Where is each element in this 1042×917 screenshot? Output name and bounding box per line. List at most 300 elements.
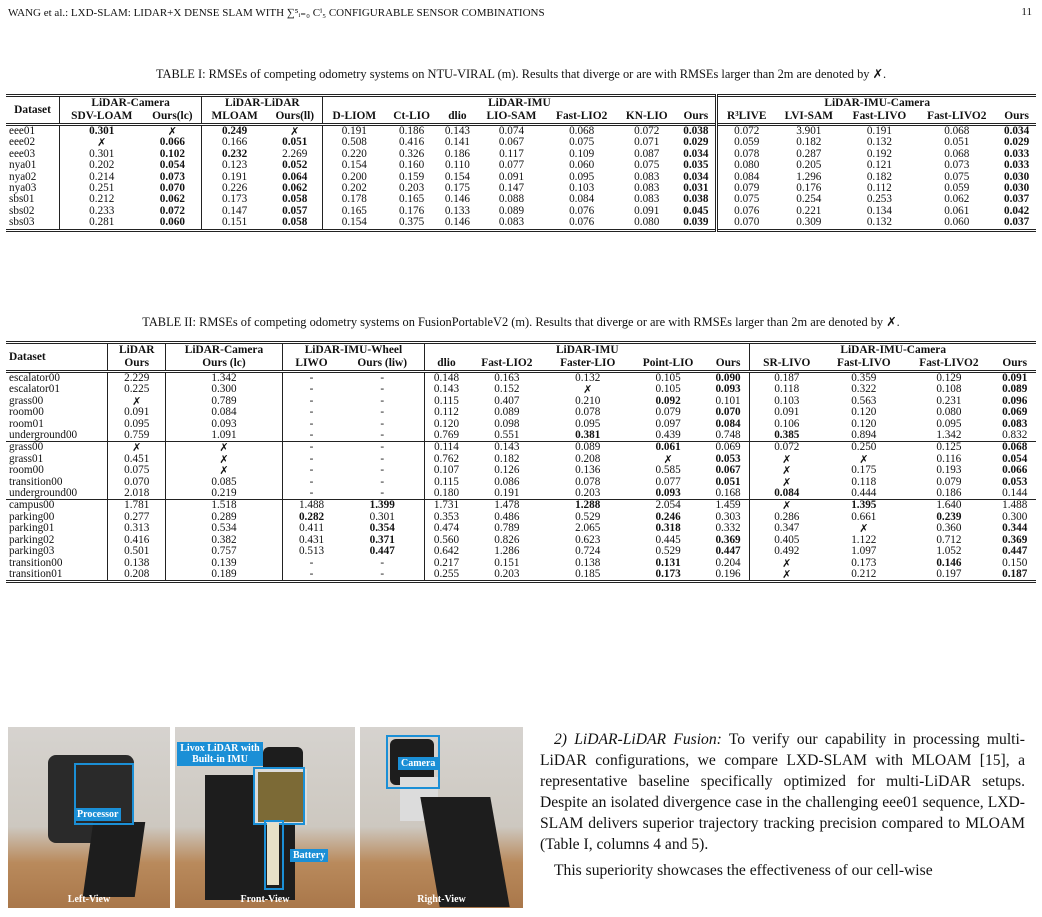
table-cell: 0.067 bbox=[498, 136, 525, 149]
table-cell: 0.371 bbox=[369, 533, 395, 546]
livox-lidar-tag: Livox LiDAR with Built-in IMU bbox=[177, 742, 263, 766]
camera-tag: Camera bbox=[398, 757, 438, 770]
table-row bbox=[6, 465, 1036, 476]
table-cell: 0.125 bbox=[936, 441, 962, 454]
table-cell: - bbox=[380, 464, 385, 477]
table-cell: 0.080 bbox=[717, 160, 775, 171]
table-cell: 0.748 bbox=[715, 429, 741, 442]
table-cell: 0.182 bbox=[796, 136, 822, 149]
table-cell: ✗ bbox=[60, 137, 144, 148]
table-cell: 0.035 bbox=[683, 159, 709, 172]
table-cell: 0.447 bbox=[369, 545, 395, 558]
table-cell: 0.143 bbox=[425, 384, 468, 395]
processor-tag: Processor bbox=[74, 808, 121, 821]
table-cell: 0.034 bbox=[1004, 125, 1030, 137]
table-row bbox=[6, 535, 1036, 546]
table-cell: 1.478 bbox=[494, 499, 520, 512]
row-label: sbs02 bbox=[9, 204, 35, 217]
table-cell: - bbox=[380, 475, 385, 488]
header-text: WANG et al.: LXD-SLAM: LIDAR+X DENSE SLAM WITH ∑⁵ᵢ₌₀ Cⁱ₅ CONFIGURABLE SENSOR COMBINATIONS bbox=[8, 7, 545, 19]
table-cell: 0.175 bbox=[444, 182, 470, 195]
table-cell: 0.332 bbox=[715, 522, 741, 535]
row-label: parking01 bbox=[9, 522, 55, 535]
table-cell: - bbox=[282, 419, 340, 430]
table-cell: 0.360 bbox=[936, 522, 962, 535]
table-cell: 0.191 bbox=[494, 487, 520, 500]
body-text bbox=[540, 729, 1025, 881]
table-cell: 0.078 bbox=[575, 475, 601, 488]
table-cell: 0.226 bbox=[202, 183, 267, 194]
table-cell: 0.150 bbox=[1002, 556, 1028, 569]
table-cell: 0.133 bbox=[444, 204, 470, 217]
row-label: sbs01 bbox=[9, 193, 35, 206]
table-cell: 0.826 bbox=[494, 533, 520, 546]
row-label: eee01 bbox=[9, 125, 36, 137]
table-cell: 0.083 bbox=[634, 193, 660, 206]
table-cell: 0.281 bbox=[60, 217, 144, 230]
table-cell: 0.249 bbox=[202, 125, 267, 138]
table-cell: 0.084 bbox=[166, 407, 283, 418]
table-cell: 0.501 bbox=[108, 546, 166, 557]
table-cell: 0.105 bbox=[655, 383, 681, 396]
table-cell: - bbox=[282, 488, 340, 500]
table2-method-header: Ours bbox=[715, 357, 741, 369]
table-cell: 0.146 bbox=[936, 556, 962, 569]
table-cell: 0.138 bbox=[108, 558, 166, 569]
table-cell: 0.282 bbox=[282, 512, 340, 523]
table-cell: 0.439 bbox=[655, 429, 681, 442]
table-cell: - bbox=[282, 442, 340, 454]
table-cell: 2.229 bbox=[108, 372, 166, 385]
table-cell: 0.061 bbox=[944, 204, 970, 217]
table-cell: 0.187 bbox=[1002, 567, 1028, 580]
table-cell: 0.095 bbox=[569, 170, 595, 183]
table-cell: - bbox=[282, 396, 340, 407]
table-cell: 0.385 bbox=[750, 430, 823, 442]
table-cell: - bbox=[282, 372, 340, 385]
table-cell: 0.301 bbox=[60, 125, 144, 138]
table1-group-header: LiDAR-LiDAR bbox=[202, 96, 323, 111]
table-cell: 0.095 bbox=[936, 417, 962, 430]
table-cell: 0.062 bbox=[159, 193, 185, 206]
table-cell: 0.045 bbox=[683, 204, 709, 217]
table-cell: 0.079 bbox=[655, 406, 681, 419]
table-row bbox=[6, 217, 1036, 230]
table-cell: 0.126 bbox=[494, 464, 520, 477]
table-cell: 0.091 bbox=[634, 204, 660, 217]
table1-method-header: SDV-LOAM bbox=[60, 110, 144, 125]
table1-method-header: KN-LIO bbox=[625, 110, 668, 122]
table-cell: 0.513 bbox=[282, 546, 340, 557]
table-cell: 0.154 bbox=[323, 217, 385, 230]
row-label: underground00 bbox=[9, 429, 78, 442]
table-cell: ✗ bbox=[166, 465, 283, 476]
table1-method-header: R³LIVE bbox=[717, 110, 775, 125]
table1-caption: TABLE I: RMSEs of competing odometry systems on NTU-VIRAL (m). Results that diverge or are with RMSEs larger than 2m are denoted by ✗. bbox=[155, 67, 887, 81]
table-cell: 0.105 bbox=[655, 372, 681, 384]
table-cell: 0.107 bbox=[425, 465, 468, 476]
table-cell: 0.053 bbox=[1002, 475, 1028, 488]
table-cell: - bbox=[282, 454, 340, 465]
table-cell: 0.102 bbox=[159, 147, 185, 160]
table1-method-header: dlio bbox=[448, 110, 467, 122]
table-cell: 0.072 bbox=[750, 442, 823, 454]
table-cell: 0.072 bbox=[634, 125, 660, 137]
table-cell: 0.030 bbox=[1004, 182, 1030, 195]
table-cell: 0.147 bbox=[202, 206, 267, 217]
table-cell: 0.154 bbox=[323, 160, 385, 171]
table-cell: 0.143 bbox=[494, 441, 520, 454]
table-cell: 0.205 bbox=[796, 159, 822, 172]
table2-group-header: LiDAR-IMU-Wheel bbox=[282, 343, 424, 358]
table-cell: 0.066 bbox=[1002, 464, 1028, 477]
table-cell: 0.173 bbox=[655, 567, 681, 580]
table-cell: 0.176 bbox=[399, 204, 425, 217]
table-cell: ✗ bbox=[750, 569, 823, 582]
table-cell: 0.212 bbox=[851, 567, 877, 580]
row-label: grass01 bbox=[9, 452, 44, 465]
table-cell: ✗ bbox=[750, 465, 823, 476]
table-cell: 0.642 bbox=[425, 546, 468, 557]
table-cell: 0.091 bbox=[498, 170, 525, 183]
table-cell: 0.220 bbox=[323, 149, 385, 160]
front-view-photo bbox=[175, 727, 355, 908]
table-cell: - bbox=[380, 556, 385, 569]
table-cell: 2.269 bbox=[282, 147, 308, 160]
table-cell: 1.399 bbox=[369, 499, 395, 512]
table-cell: 0.178 bbox=[323, 194, 385, 205]
table-cell: 0.712 bbox=[936, 533, 962, 546]
table-cell: 0.068 bbox=[1002, 441, 1028, 454]
table2-group-header: LiDAR-Camera bbox=[166, 343, 283, 358]
table-cell: - bbox=[380, 487, 385, 500]
table-cell: 0.203 bbox=[494, 567, 520, 580]
table-cell: 0.061 bbox=[655, 441, 681, 454]
table-row bbox=[6, 488, 1036, 500]
table-cell: 0.132 bbox=[866, 216, 892, 229]
table-row bbox=[6, 407, 1036, 418]
table-cell: 0.239 bbox=[936, 510, 962, 523]
table-cell: 0.079 bbox=[717, 183, 775, 194]
table-cell: - bbox=[380, 429, 385, 442]
table-cell: 0.187 bbox=[750, 372, 823, 385]
table-cell: 0.070 bbox=[715, 406, 741, 419]
table-cell: 0.534 bbox=[166, 523, 283, 534]
table2-method-header: LIWO bbox=[282, 357, 340, 372]
table-cell: 0.064 bbox=[282, 170, 308, 183]
page-number: 11 bbox=[1021, 6, 1032, 18]
table-cell: 0.120 bbox=[851, 406, 877, 419]
table-cell: 0.411 bbox=[282, 523, 340, 534]
table-cell: 0.078 bbox=[717, 149, 775, 160]
table1-method-header: Ours bbox=[683, 110, 709, 122]
table-cell: 0.186 bbox=[444, 147, 470, 160]
table-row bbox=[6, 569, 1036, 582]
table-cell: 0.088 bbox=[498, 193, 525, 206]
table-cell: 0.030 bbox=[1004, 170, 1030, 183]
table2 bbox=[6, 341, 1036, 583]
table-cell: 0.146 bbox=[444, 193, 470, 206]
table-row bbox=[6, 477, 1036, 488]
table-cell: 0.166 bbox=[202, 137, 267, 148]
table-cell: 0.251 bbox=[60, 183, 144, 194]
table-cell: 0.451 bbox=[108, 454, 166, 465]
table-cell: 0.054 bbox=[1002, 452, 1028, 465]
table-cell: 0.354 bbox=[369, 522, 395, 535]
table-cell: 0.134 bbox=[866, 204, 892, 217]
table-cell: 1.781 bbox=[108, 500, 166, 512]
table-cell: 0.221 bbox=[796, 204, 822, 217]
table-cell: 0.077 bbox=[498, 159, 525, 172]
table-cell: 0.033 bbox=[1004, 159, 1030, 172]
view-label: Right-View bbox=[417, 894, 466, 905]
table2-method-header: Faster-LIO bbox=[560, 357, 616, 369]
table-cell: 0.894 bbox=[851, 429, 877, 442]
table-row bbox=[6, 546, 1036, 557]
table-cell: 0.405 bbox=[750, 535, 823, 546]
paragraph: This superiority showcases the effectiveness of our cell-wise bbox=[554, 862, 933, 879]
table-cell: 0.416 bbox=[108, 535, 166, 546]
table-cell: 0.078 bbox=[575, 406, 601, 419]
table-cell: 0.182 bbox=[494, 452, 520, 465]
table-cell: 1.091 bbox=[166, 430, 283, 442]
table2-group-header: LiDAR-IMU-Camera bbox=[750, 343, 1036, 358]
table-cell: ✗ bbox=[750, 500, 823, 512]
row-label: parking02 bbox=[9, 533, 55, 546]
table-cell: 0.301 bbox=[60, 149, 144, 160]
table-cell: - bbox=[282, 384, 340, 395]
table-cell: 0.212 bbox=[60, 194, 144, 205]
table-cell: 0.075 bbox=[944, 170, 970, 183]
table-cell: 0.151 bbox=[494, 556, 520, 569]
table-cell: 0.789 bbox=[166, 396, 283, 407]
table1-group-header: LiDAR-IMU-Camera bbox=[717, 96, 1036, 111]
table-cell: 0.093 bbox=[655, 487, 681, 500]
table-cell: 0.204 bbox=[715, 556, 741, 569]
table2-method-header: Ours (liw) bbox=[357, 357, 408, 369]
table-cell: 0.051 bbox=[282, 136, 308, 149]
table-row bbox=[6, 430, 1036, 442]
table-cell: 0.123 bbox=[202, 160, 267, 171]
table-cell: ✗ bbox=[108, 442, 166, 454]
table-cell: 0.031 bbox=[683, 182, 709, 195]
table-cell: 0.069 bbox=[1002, 406, 1028, 419]
table-cell: 0.254 bbox=[796, 193, 822, 206]
table1-method-header: Ours(ll) bbox=[275, 110, 315, 122]
table-cell: 0.089 bbox=[494, 406, 520, 419]
row-label: transition01 bbox=[9, 567, 63, 580]
table-cell: 0.143 bbox=[444, 125, 470, 137]
table-cell: 0.219 bbox=[166, 488, 283, 500]
table-cell: 0.163 bbox=[494, 372, 520, 384]
table1-method-header: Fast-LIVO2 bbox=[927, 110, 987, 122]
table-cell: 0.131 bbox=[655, 556, 681, 569]
table-cell: 0.168 bbox=[715, 487, 741, 500]
table-cell: 0.474 bbox=[425, 523, 468, 534]
table-cell: 0.359 bbox=[851, 372, 877, 384]
table-row bbox=[6, 500, 1036, 512]
table-cell: 0.208 bbox=[575, 452, 601, 465]
table-cell: 0.344 bbox=[1002, 522, 1028, 535]
table1-group-header: LiDAR-Camera bbox=[60, 96, 202, 111]
table-cell: ✗ bbox=[290, 125, 300, 138]
table-cell: 0.101 bbox=[715, 394, 741, 407]
table-cell: 1.731 bbox=[425, 500, 468, 512]
paragraph-text: To verify our capability in processing multi-LiDAR configurations, we compare LXD-SLAM with MLOAM [15], a representative baseline specifically optimized for multi-LiDAR setups. Despite an isolated divergence case in the challenging eee01 sequence, LXD-SLAM delivers superior trajectory tracking precision compared to MLOAM (Table I, columns 4 and 5). bbox=[540, 731, 1026, 853]
table-cell: - bbox=[282, 465, 340, 476]
table-cell: 0.112 bbox=[867, 182, 892, 195]
table-cell: 0.115 bbox=[425, 477, 468, 488]
table-cell: 0.200 bbox=[323, 172, 385, 183]
table-cell: 0.121 bbox=[866, 159, 892, 172]
table-cell: 0.083 bbox=[634, 182, 660, 195]
table-cell: 0.034 bbox=[683, 147, 709, 160]
table-cell: - bbox=[380, 441, 385, 454]
table2-dataset-header: Dataset bbox=[9, 350, 46, 363]
table-cell: 0.095 bbox=[575, 417, 601, 430]
row-label: campus00 bbox=[9, 499, 55, 512]
table-cell: 0.042 bbox=[1004, 204, 1030, 217]
table-cell: 0.203 bbox=[575, 487, 601, 500]
table-cell: 0.029 bbox=[683, 136, 709, 149]
table-cell: 1.488 bbox=[1002, 499, 1028, 512]
paragraph bbox=[540, 729, 1025, 855]
table-cell: 0.066 bbox=[159, 136, 185, 149]
table-cell: 0.255 bbox=[425, 569, 468, 582]
table-cell: - bbox=[282, 569, 340, 582]
table-cell: 0.053 bbox=[715, 452, 741, 465]
table1-dataset-header: Dataset bbox=[14, 103, 51, 116]
table-cell: 0.759 bbox=[108, 430, 166, 442]
table-cell: 0.054 bbox=[159, 159, 185, 172]
table-cell: 0.789 bbox=[494, 522, 520, 535]
table-cell: 0.277 bbox=[108, 512, 166, 523]
table1-method-header: Ours(lc) bbox=[152, 110, 193, 122]
table-row bbox=[6, 160, 1036, 171]
table-cell: 0.369 bbox=[715, 533, 741, 546]
table-cell: 0.095 bbox=[108, 419, 166, 430]
table-cell: 0.073 bbox=[944, 159, 970, 172]
table-cell: - bbox=[282, 430, 340, 442]
table-cell: 0.347 bbox=[750, 523, 823, 534]
table-cell: 0.033 bbox=[1004, 147, 1030, 160]
table-cell: ✗ bbox=[663, 452, 673, 466]
table-cell: 0.176 bbox=[796, 182, 822, 195]
table-cell: 0.232 bbox=[202, 149, 267, 160]
table-cell: 0.191 bbox=[202, 172, 267, 183]
table-cell: 0.062 bbox=[282, 182, 308, 195]
table-cell: 0.089 bbox=[575, 441, 601, 454]
row-label: transition00 bbox=[9, 475, 63, 488]
row-label: room00 bbox=[9, 464, 44, 477]
table-cell: 0.070 bbox=[159, 182, 185, 195]
table-cell: 0.068 bbox=[944, 125, 970, 137]
table-cell: 0.083 bbox=[498, 216, 525, 229]
table-row bbox=[6, 419, 1036, 430]
table-cell: 0.083 bbox=[1002, 417, 1028, 430]
table-cell: 0.769 bbox=[425, 430, 468, 442]
table-cell: 0.075 bbox=[108, 465, 166, 476]
table-cell: 0.445 bbox=[655, 533, 681, 546]
table2-method-header: Fast-LIVO bbox=[837, 357, 891, 369]
table-cell: 0.084 bbox=[569, 193, 595, 206]
row-label: room01 bbox=[9, 417, 44, 430]
table-cell: 0.139 bbox=[166, 558, 283, 569]
table-cell: 0.039 bbox=[683, 216, 709, 229]
table-cell: 0.141 bbox=[444, 136, 470, 149]
table-cell: 0.326 bbox=[399, 147, 425, 160]
row-label: transition00 bbox=[9, 556, 63, 569]
row-label: room00 bbox=[9, 406, 44, 419]
table-cell: 0.186 bbox=[399, 125, 425, 137]
table-cell: 0.076 bbox=[569, 204, 595, 217]
table-cell: 0.250 bbox=[851, 441, 877, 454]
table-cell: 0.165 bbox=[399, 193, 425, 206]
table-cell: 0.037 bbox=[1004, 216, 1030, 229]
table-cell: ✗ bbox=[750, 477, 823, 488]
table-cell: 0.067 bbox=[715, 464, 741, 477]
table-row bbox=[6, 454, 1036, 465]
row-label: grass00 bbox=[9, 441, 44, 454]
table-cell: 0.108 bbox=[936, 383, 962, 396]
table-cell: - bbox=[282, 558, 340, 569]
view-label: Left-View bbox=[67, 894, 111, 905]
table-cell: - bbox=[282, 477, 340, 488]
table1-method-header: D-LIOM bbox=[323, 110, 385, 125]
table-cell: ✗ bbox=[167, 125, 177, 138]
table-cell: 0.118 bbox=[750, 384, 823, 395]
row-label: underground00 bbox=[9, 487, 78, 500]
table-cell: 0.079 bbox=[936, 475, 962, 488]
table-cell: 1.518 bbox=[166, 500, 283, 512]
table-row bbox=[6, 512, 1036, 523]
table-cell: 0.154 bbox=[444, 170, 470, 183]
table2-method-header: Fast-LIO2 bbox=[481, 357, 533, 369]
table-cell: ✗ bbox=[166, 442, 283, 454]
table-cell: 0.075 bbox=[569, 136, 595, 149]
table-cell: 0.300 bbox=[166, 384, 283, 395]
table-cell: 0.051 bbox=[944, 136, 970, 149]
table-cell: 0.189 bbox=[166, 569, 283, 582]
table-cell: 1.052 bbox=[936, 545, 962, 558]
table-cell: 0.075 bbox=[717, 194, 775, 205]
table-cell: 0.060 bbox=[159, 216, 185, 229]
table-cell: 1.296 bbox=[796, 170, 822, 183]
row-label: eee02 bbox=[9, 136, 36, 149]
table-cell: 1.286 bbox=[494, 545, 520, 558]
table-cell: 0.093 bbox=[166, 419, 283, 430]
table-cell: 0.173 bbox=[851, 556, 877, 569]
table-cell: 0.724 bbox=[575, 545, 601, 558]
table-row bbox=[6, 372, 1036, 385]
table-cell: 0.369 bbox=[1002, 533, 1028, 546]
table-cell: 0.118 bbox=[851, 475, 877, 488]
table-cell: 0.287 bbox=[796, 147, 822, 160]
table-cell: 0.147 bbox=[498, 182, 525, 195]
table-cell: 0.084 bbox=[750, 488, 823, 500]
table-cell: 0.073 bbox=[159, 170, 185, 183]
table-cell: 0.132 bbox=[866, 136, 892, 149]
table-cell: 0.447 bbox=[715, 545, 741, 558]
table-cell: 0.090 bbox=[715, 372, 741, 384]
table-cell: 0.071 bbox=[634, 136, 660, 149]
table-cell: 0.382 bbox=[166, 535, 283, 546]
table-cell: 0.585 bbox=[655, 464, 681, 477]
table-cell: 2.018 bbox=[108, 488, 166, 500]
table1-group-header: LiDAR-IMU bbox=[323, 96, 717, 111]
table-cell: 0.151 bbox=[202, 217, 267, 230]
section-heading: 2) LiDAR-LiDAR Fusion: bbox=[554, 731, 722, 748]
